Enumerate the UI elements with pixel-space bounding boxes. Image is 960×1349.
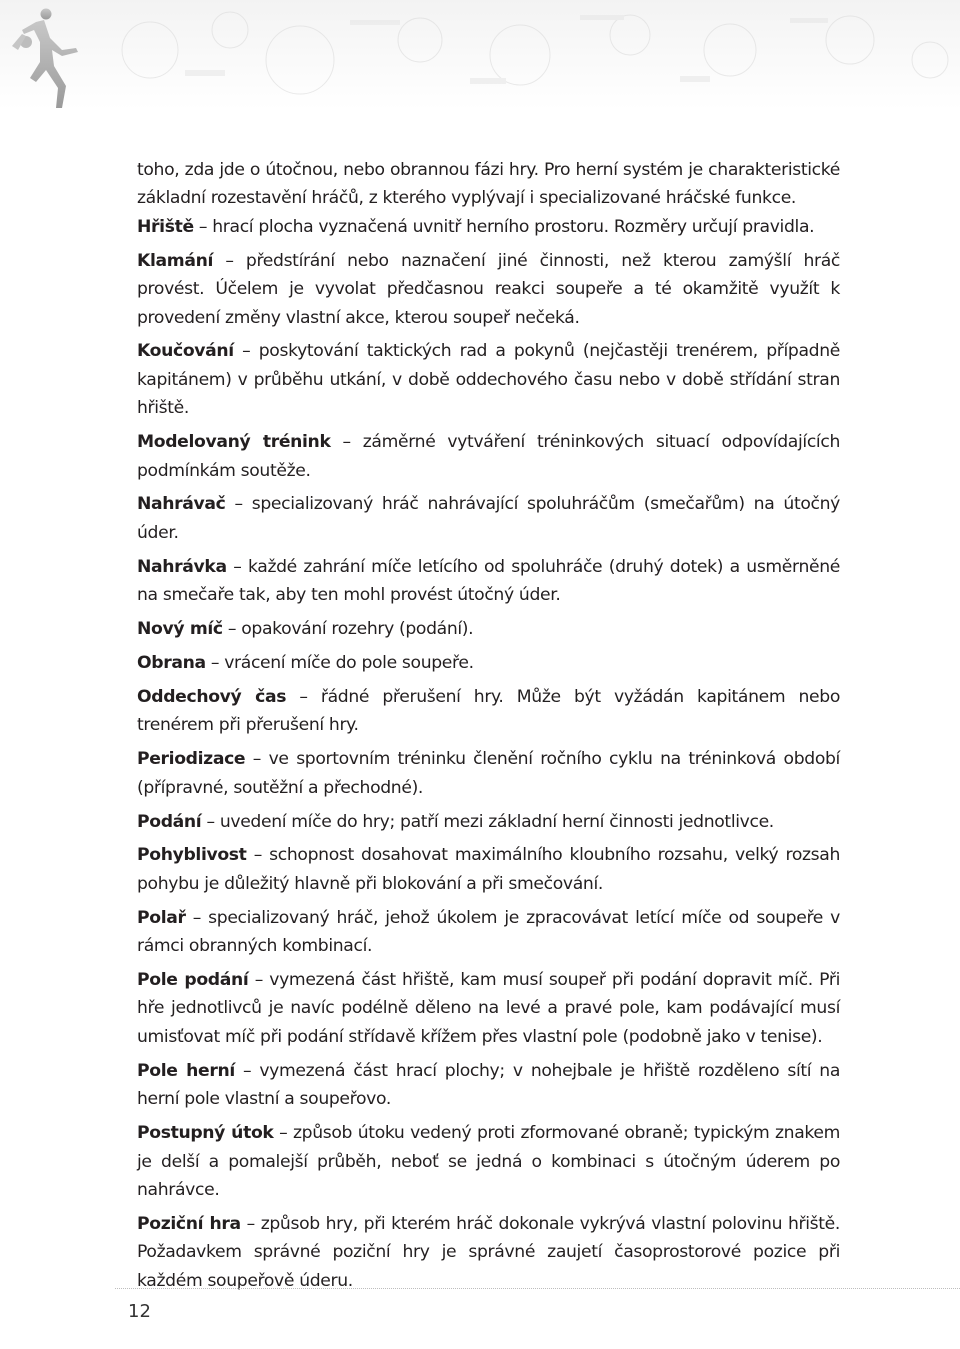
term-separator: –: [234, 1060, 260, 1081]
glossary-term: Periodizace: [137, 749, 246, 770]
glossary-entry: [137, 683, 840, 740]
glossary-entry: [137, 808, 840, 836]
glossary-definition: vymezená část hrací plochy; v nohejbale je hřiště rozděleno sítí na herní pole vlastní a soupeřovo.: [137, 1060, 841, 1110]
footer-divider: [115, 1288, 960, 1289]
glossary-definition: uvedení míče do hry; patří mezi základní herní činnosti jednotlivce.: [219, 811, 774, 832]
glossary-definition: vymezená část hřiště, kam musí soupeř při podání dopravit míč. Při hře jednotlivců je navíc podélně děleno na levé a pravé pole, kam podávající musí umisťovat míč při podání střídavě křížem přes vlastní pole (podobně jako v tenise).: [137, 970, 840, 1047]
glossary-term: Pole herní: [137, 1060, 235, 1081]
glossary-entry: [137, 966, 840, 1051]
player-silhouette-icon: [6, 4, 86, 114]
term-separator: –: [201, 811, 220, 832]
glossary-definition: řádné přerušení hry. Může být vyžádán kapitánem nebo trenérem při přerušení hry.: [137, 686, 840, 736]
glossary-definition: záměrné vytváření tréninkových situací odpovídajících podmínkám soutěže.: [137, 432, 840, 481]
term-separator: –: [205, 653, 225, 673]
glossary-definition: specializovaný hráč nahrávající spoluhráčům (smečařům) na útočný úder.: [137, 494, 840, 543]
glossary-definition: způsob hry, při kterém hráč dokonale vykrývá vlastní polovinu hřiště. Požadavkem správné poziční hry je správné zaujetí časoprostorové pozice při každém soupeřově úderu.: [137, 1213, 840, 1291]
glossary-entry: [137, 904, 840, 961]
term-separator: –: [330, 432, 363, 453]
glossary-definition: hrací plocha vyznačená uvnitř herního prostoru. Rozměry určují pravidla.: [212, 216, 815, 237]
glossary-definition: toho, zda jde o útočnou, nebo obrannou fázi hry. Pro herní systém je charakteristické základní rozestavění hráčů, z kterého vyplývají i specializované hráčské funkce.: [137, 160, 840, 209]
glossary-entry: [137, 553, 840, 610]
glossary-entry: [137, 615, 840, 643]
glossary-definition: vrácení míče do pole soupeře.: [224, 653, 474, 673]
glossary-entry: [137, 247, 840, 332]
glossary-entry: [137, 745, 840, 802]
glossary-term: Nahrávač: [137, 494, 226, 515]
glossary-term: Poziční hra: [137, 1213, 241, 1234]
glossary-definition: opakování rozehry (podání).: [241, 619, 474, 640]
glossary-definition: ve sportovním tréninku členění ročního cyklu na tréninková období (přípravné, soutěžní a přechodné).: [137, 749, 840, 798]
term-separator: –: [222, 619, 242, 640]
glossary-definition: způsob útoku vedený proti zformované obraně; typickým znakem je delší a pomalejší průběh, neboť se jedná o kombinaci s útočným úderem po nahrávce.: [137, 1123, 840, 1200]
term-separator: –: [286, 686, 321, 707]
glossary-term: Pohyblivost: [137, 845, 247, 866]
glossary-definition: předstírání nebo naznačení jiné činnosti, než kterou zamýšlí hráč provést. Účelem je vyvolat předčasnou reakci soupeře a té okamžitě využít k provedení změny vlastní akce, kterou soupeř nečeká.: [137, 250, 840, 328]
glossary-entry: [137, 649, 840, 677]
term-separator: –: [225, 494, 252, 515]
glossary-term: Podání: [137, 811, 202, 832]
term-separator: –: [233, 341, 259, 362]
glossary-body: [137, 156, 840, 1301]
glossary-definition: schopnost dosahovat maximálního kloubního rozsahu, velký rozsah pohybu je důležitý hlavně při blokování a při smečování.: [137, 845, 840, 894]
glossary-term: Pole podání: [137, 970, 249, 991]
glossary-definition: každé zahrání míče letícího od spoluhráče (druhý dotek) a usměrněné na smečaře tak, aby ten mohl provést útočný úder.: [137, 556, 840, 606]
term-separator: –: [240, 1213, 261, 1234]
glossary-term: Nový míč: [137, 619, 223, 640]
term-separator: –: [226, 556, 248, 577]
glossary-entry: [137, 337, 840, 422]
glossary-definition: poskytování taktických rad a pokynů (nejčastěji trenérem, případně kapitánem) v průběhu utkání, v době oddechového času nebo v době střídání stran hřiště.: [137, 341, 840, 419]
header-band: [0, 0, 960, 110]
glossary-entry: [137, 841, 840, 898]
glossary-term: Modelovaný trénink: [137, 432, 331, 453]
term-separator: –: [245, 749, 269, 770]
term-separator: –: [248, 970, 270, 991]
glossary-term: Hřiště: [137, 216, 194, 237]
page-number: 12: [128, 1301, 151, 1322]
term-separator: –: [185, 907, 209, 928]
glossary-entry: [137, 428, 840, 485]
term-separator: –: [273, 1123, 294, 1144]
glossary-entry: [137, 213, 840, 241]
glossary-term: Obrana: [137, 653, 206, 673]
glossary-entry: [137, 1119, 840, 1204]
term-separator: –: [246, 845, 270, 866]
term-separator: –: [193, 216, 213, 237]
term-separator: –: [213, 250, 246, 271]
glossary-entry: [137, 1057, 840, 1114]
continued-paragraph: [137, 156, 840, 213]
glossary-term: Postupný útok: [137, 1123, 274, 1144]
header-ornament: [90, 0, 960, 110]
glossary-entry: [137, 1210, 840, 1295]
glossary-term: Polař: [137, 907, 186, 928]
glossary-term: Klamání: [137, 250, 213, 271]
glossary-entry: [137, 490, 840, 547]
glossary-term: Koučování: [137, 341, 234, 362]
glossary-term: Oddechový čas: [137, 686, 287, 707]
glossary-term: Nahrávka: [137, 556, 227, 577]
glossary-definition: specializovaný hráč, jehož úkolem je zpracovávat letící míče od soupeře v rámci obranných kombinací.: [137, 907, 840, 957]
